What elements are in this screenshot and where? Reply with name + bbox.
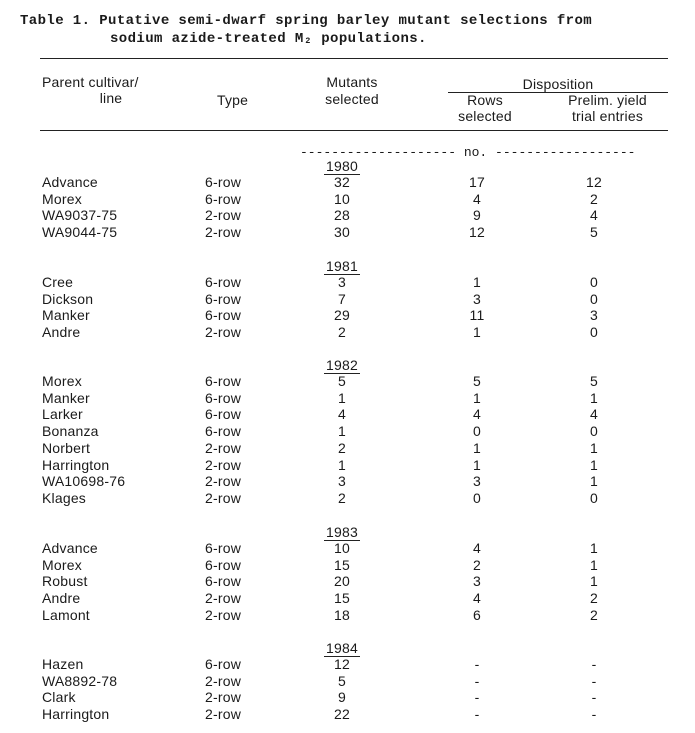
year-label: 1983 xyxy=(326,524,358,540)
rows-selected-cell: 4 xyxy=(473,406,481,423)
type-cell: 2-row xyxy=(205,456,242,473)
mutants-cell: 1 xyxy=(338,456,346,473)
type-cell: 2-row xyxy=(205,473,242,490)
type-cell: 6-row xyxy=(205,190,242,207)
mutants-cell: 28 xyxy=(334,207,350,224)
header-trial-line-1: Prelim. yield xyxy=(568,92,647,108)
mutants-cell: 32 xyxy=(334,174,350,190)
type-cell: 2-row xyxy=(205,590,242,607)
rows-selected-cell: - xyxy=(474,672,480,689)
trial-entries-cell: 0 xyxy=(590,274,598,290)
trial-entries-cell: 5 xyxy=(590,373,598,389)
table-row xyxy=(0,324,695,341)
table-row xyxy=(0,174,695,191)
cultivar-cell: Clark xyxy=(42,689,76,706)
type-cell: 2-row xyxy=(205,439,242,456)
unit-label-row: -------------------- no. ------------------ xyxy=(300,145,636,160)
table-row xyxy=(0,440,695,457)
cultivar-cell: Harrington xyxy=(42,456,110,473)
rows-selected-cell: 1 xyxy=(473,274,481,290)
table-row xyxy=(0,274,695,291)
mutants-cell: 18 xyxy=(334,606,350,623)
rows-selected-cell: 1 xyxy=(473,324,481,341)
table-row xyxy=(0,607,695,624)
year-heading xyxy=(300,158,384,175)
unit-label: no. xyxy=(463,145,488,160)
cultivar-cell: Morex xyxy=(42,373,82,389)
type-cell: 6-row xyxy=(205,406,242,423)
cultivar-cell: Morex xyxy=(42,556,82,573)
table-row xyxy=(0,473,695,490)
table-row xyxy=(0,590,695,607)
trial-entries-cell: 2 xyxy=(590,190,598,207)
type-cell: 6-row xyxy=(205,389,242,406)
year-label: 1984 xyxy=(326,640,358,656)
rows-selected-cell: 9 xyxy=(473,207,481,224)
mutants-cell: 1 xyxy=(338,423,346,440)
table-row xyxy=(0,406,695,423)
type-cell: 6-row xyxy=(205,307,242,324)
table-row xyxy=(0,490,695,507)
header-parent-line-1: Parent cultivar/ xyxy=(42,74,139,90)
cultivar-cell: Dickson xyxy=(42,290,94,307)
cultivar-cell: Norbert xyxy=(42,439,91,456)
type-cell: 6-row xyxy=(205,274,242,290)
type-cell: 6-row xyxy=(205,573,242,590)
trial-entries-cell: 12 xyxy=(586,174,602,190)
type-cell: 2-row xyxy=(205,672,242,689)
trial-entries-cell: 5 xyxy=(590,224,598,241)
trial-entries-cell: - xyxy=(591,689,597,706)
trial-entries-cell: 0 xyxy=(590,290,598,307)
trial-entries-cell: 3 xyxy=(590,307,598,324)
cultivar-cell: Advance xyxy=(42,540,98,556)
rows-selected-cell: 3 xyxy=(473,290,481,307)
mutants-cell: 2 xyxy=(338,324,346,341)
mutants-cell: 5 xyxy=(338,672,346,689)
trial-entries-cell: 4 xyxy=(590,207,598,224)
cultivar-cell: Robust xyxy=(42,573,88,590)
table-row xyxy=(0,207,695,224)
trial-entries-cell: 1 xyxy=(590,439,598,456)
type-cell: 2-row xyxy=(205,224,242,241)
trial-entries-cell: 1 xyxy=(590,456,598,473)
table-row xyxy=(0,390,695,407)
cultivar-cell: Advance xyxy=(42,174,98,190)
table-row xyxy=(0,540,695,557)
type-cell: 2-row xyxy=(205,706,242,723)
cultivar-cell: WA9037-75 xyxy=(42,207,118,224)
mutants-cell: 9 xyxy=(338,689,346,706)
type-cell: 6-row xyxy=(205,290,242,307)
header-mutants-line-2: selected xyxy=(325,91,379,107)
rows-selected-cell: 6 xyxy=(473,606,481,623)
mutants-cell: 15 xyxy=(334,590,350,607)
trial-entries-cell: 1 xyxy=(590,540,598,556)
type-cell: 6-row xyxy=(205,373,242,389)
table-row xyxy=(0,307,695,324)
rows-selected-cell: 3 xyxy=(473,573,481,590)
trial-entries-cell: 0 xyxy=(590,423,598,440)
year-label: 1982 xyxy=(326,357,358,373)
mutants-cell: 30 xyxy=(334,224,350,241)
cultivar-cell: Manker xyxy=(42,389,90,406)
trial-entries-cell: 1 xyxy=(590,389,598,406)
rows-selected-cell: 2 xyxy=(473,556,481,573)
table-row xyxy=(0,573,695,590)
table-row xyxy=(0,656,695,673)
cultivar-cell: Andre xyxy=(42,324,81,341)
trial-entries-cell: 2 xyxy=(590,590,598,607)
rows-selected-cell: 4 xyxy=(473,190,481,207)
type-cell: 6-row xyxy=(205,656,242,672)
year-label: 1981 xyxy=(326,258,358,274)
mutants-cell: 10 xyxy=(334,540,350,556)
cultivar-cell: Harrington xyxy=(42,706,110,723)
table-row xyxy=(0,557,695,574)
type-cell: 6-row xyxy=(205,423,242,440)
rows-selected-cell: - xyxy=(474,656,480,672)
type-cell: 2-row xyxy=(205,207,242,224)
table-row xyxy=(0,191,695,208)
caption-line-2: sodium azide-treated M₂ populations. xyxy=(110,31,427,47)
cultivar-cell: Lamont xyxy=(42,606,90,623)
header-bottom-rule xyxy=(40,130,668,131)
trial-entries-cell: 1 xyxy=(590,473,598,490)
year-heading xyxy=(300,640,384,657)
cultivar-cell: Klages xyxy=(42,489,87,506)
type-cell: 2-row xyxy=(205,606,242,623)
type-cell: 6-row xyxy=(205,556,242,573)
mutants-cell: 20 xyxy=(334,573,350,590)
table-row xyxy=(0,423,695,440)
rows-selected-cell: - xyxy=(474,706,480,723)
rows-selected-cell: 4 xyxy=(473,590,481,607)
table-row xyxy=(0,373,695,390)
top-rule xyxy=(40,58,668,59)
cultivar-cell: WA8892-78 xyxy=(42,672,118,689)
trial-entries-cell: 1 xyxy=(590,573,598,590)
rows-selected-cell: - xyxy=(474,689,480,706)
mutants-cell: 5 xyxy=(338,373,346,389)
mutants-cell: 22 xyxy=(334,706,350,723)
type-cell: 2-row xyxy=(205,489,242,506)
mutants-cell: 2 xyxy=(338,439,346,456)
header-trial-line-2: trial entries xyxy=(571,108,644,124)
type-cell: 2-row xyxy=(205,689,242,706)
header-disposition: Disposition xyxy=(522,76,594,92)
rows-selected-cell: 4 xyxy=(473,540,481,556)
rows-selected-cell: 11 xyxy=(469,307,485,324)
type-cell: 6-row xyxy=(205,540,242,556)
table-caption xyxy=(20,12,690,48)
mutants-cell: 7 xyxy=(338,290,346,307)
year-heading xyxy=(300,258,384,275)
trial-entries-cell: 0 xyxy=(590,489,598,506)
mutants-cell: 15 xyxy=(334,556,350,573)
mutants-cell: 29 xyxy=(334,307,350,324)
mutants-cell: 12 xyxy=(334,656,350,672)
table-row xyxy=(0,224,695,241)
header-rows-line-2: selected xyxy=(458,108,512,124)
year-heading xyxy=(300,524,384,541)
trial-entries-cell: 4 xyxy=(590,406,598,423)
rows-selected-cell: 1 xyxy=(473,456,481,473)
cultivar-cell: Morex xyxy=(42,190,82,207)
table-row xyxy=(0,291,695,308)
header-parent-line-2: line xyxy=(99,90,123,106)
trial-entries-cell: 1 xyxy=(590,556,598,573)
mutants-cell: 10 xyxy=(334,190,350,207)
trial-entries-cell: 2 xyxy=(590,606,598,623)
table-row xyxy=(0,689,695,706)
rows-selected-cell: 5 xyxy=(473,373,481,389)
cultivar-cell: Cree xyxy=(42,274,74,290)
cultivar-cell: Bonanza xyxy=(42,423,99,440)
cultivar-cell: Andre xyxy=(42,590,81,607)
rows-selected-cell: 1 xyxy=(473,389,481,406)
mutants-cell: 3 xyxy=(338,473,346,490)
header-rows-line-1: Rows xyxy=(467,92,503,108)
cultivar-cell: Hazen xyxy=(42,656,84,672)
header-type: Type xyxy=(217,92,249,108)
rows-selected-cell: 1 xyxy=(473,439,481,456)
rows-selected-cell: 0 xyxy=(473,423,481,440)
cultivar-cell: WA9044-75 xyxy=(42,224,118,241)
header-mutants-line-1: Mutants xyxy=(326,74,378,90)
cultivar-cell: Manker xyxy=(42,307,90,324)
cultivar-cell: Larker xyxy=(42,406,83,423)
rows-selected-cell: 12 xyxy=(469,224,485,241)
mutants-cell: 4 xyxy=(338,406,346,423)
rows-selected-cell: 17 xyxy=(469,174,485,190)
mutants-cell: 2 xyxy=(338,489,346,506)
mutants-cell: 1 xyxy=(338,389,346,406)
type-cell: 2-row xyxy=(205,324,242,341)
year-heading xyxy=(300,357,384,374)
caption-line-1: Table 1. Putative semi-dwarf spring barley mutant selections from xyxy=(20,13,593,29)
table-row xyxy=(0,706,695,723)
type-cell: 6-row xyxy=(205,174,242,190)
table-row xyxy=(0,457,695,474)
mutants-cell: 3 xyxy=(338,274,346,290)
trial-entries-cell: - xyxy=(591,656,597,672)
table-row xyxy=(0,673,695,690)
trial-entries-cell: 0 xyxy=(590,324,598,341)
cultivar-cell: WA10698-76 xyxy=(42,473,126,490)
year-label: 1980 xyxy=(326,158,358,174)
trial-entries-cell: - xyxy=(591,706,597,723)
rows-selected-cell: 3 xyxy=(473,473,481,490)
rows-selected-cell: 0 xyxy=(473,489,481,506)
trial-entries-cell: - xyxy=(591,672,597,689)
